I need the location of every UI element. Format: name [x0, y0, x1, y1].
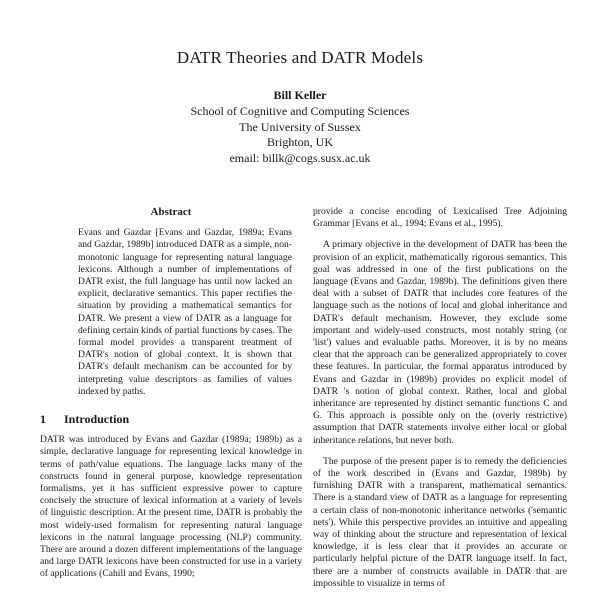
- author-email: email: billk@cogs.susx.ac.uk: [229, 151, 371, 166]
- author-university: The University of Sussex: [239, 119, 361, 134]
- abstract-text: Evans and Gazdar [Evans and Gazdar, 1989a; Evans and Gazdar, 1989b] introduced DATR as a simple, non-monotonic language for representing natural language lexicons. Although a number of implementations of DATR exist, the full language has until now lacked an explicit, declarative semantics. This paper rectifies the situation by providing a mathematical semantics for DATR. We present a view of DATR as a language for defining certain kinds of partial functions by cases. The formal model provides a transparent treatment of DATR's notion of global context. It is shown that DATR's default mechanism can be accounted for by interpreting value descriptors as families of values indexed by paths.: [78, 227, 292, 397]
- section-title: Introduction: [64, 412, 130, 427]
- author-name: Bill Keller: [273, 88, 327, 102]
- right-paragraph-1: A primary objective in the development of DATR has been the provision of an explicit, mathematically rigorous semantics. This goal was addressed in one of the first publications on the language (Evans and Gazdar, 1989b). The definitions given there deal with a subset of DATR that includes core features of the language such as the notions of local and global inheritance and DATR's default mechanism. However, they exclude some important and widely-used constructs, most notably string (or 'list') values and evaluable paths. Moreover, it is by no means clear that the approach can be generalized appropriately to cover these features. In particular, the formal apparatus introduced by Evans and Gazdar in (1989b) provides no explicit model of DATR 's notion of global context. Rather, local and global inheritance are represented by distinct semantic functions C and G. This approach is possible only on the (overly restrictive) assumption that DATR statements involve either local or global inheritance relations, but never both.: [313, 239, 567, 446]
- right-column: [313, 206, 567, 590]
- intro-paragraph-1: DATR was introduced by Evans and Gazdar (1989a; 1989b) as a simple, declarative language for representing lexical knowledge in terms of path/value equations. The language lacks many of the constructs found in general purpose, knowledge representation formalisms, yet it has sufficient expressive power to capture concisely the structure of lexical information at a variety of levels of linguistic description. At the present time, DATR is probably the most widely-used formalism for representing natural language lexicons in the natural language processing (NLP) community. There are around a dozen different implementations of the language and large DATR lexicons have been constructed for use in a variety of applications (Cahill and Evans, 1990;: [40, 434, 302, 580]
- author-affiliation: School of Cognitive and Computing Sciences: [190, 103, 410, 118]
- author-block: [0, 88, 600, 167]
- left-column: [40, 206, 302, 581]
- right-paragraph-0: provide a concise encoding of Lexicalised Tree Adjoining Grammar [Evans et al., 1994; Evans et al., 1995).: [313, 206, 567, 230]
- abstract-heading: Abstract: [150, 206, 192, 218]
- section-heading: [40, 413, 302, 425]
- paper-title: DATR Theories and DATR Models: [176, 48, 424, 67]
- author-location: Brighton, UK: [267, 135, 333, 150]
- section-number: 1: [40, 412, 46, 427]
- right-paragraph-2: The purpose of the present paper is to remedy the deficiencies of the work described in (Evans and Gazdar, 1989b) by furnishing DATR with a transparent, mathematical semantics. There is a standard view of DATR as a language for representing a certain class of non-monotonic inheritance networks ('semantic nets'). While this perspective provides an intuitive and appealing way of thinking about the structure and representation of lexical knowledge, it is less clear that it provides an accurate or particularly helpful picture of the DATR language itself. In fact, there are a number of constructs available in DATR that are impossible to visualize in terms of: [313, 455, 567, 589]
